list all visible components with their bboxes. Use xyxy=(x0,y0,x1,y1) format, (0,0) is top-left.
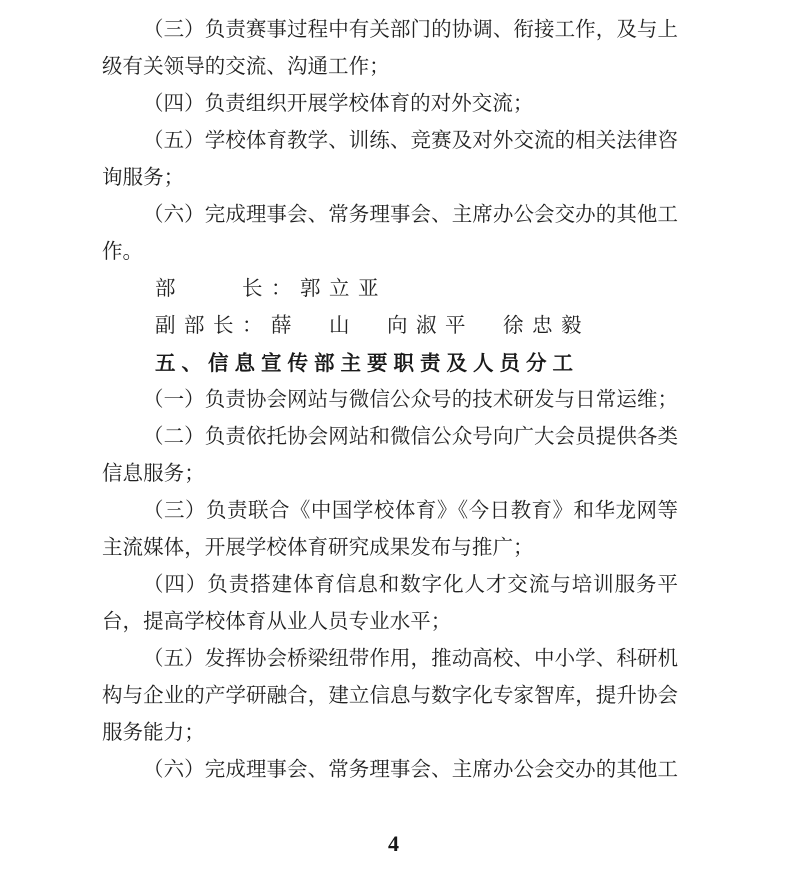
body-line: （五）发挥协会桥梁纽带作用，推动高校、中小学、科研机 xyxy=(143,648,678,670)
body-line: （六）完成理事会、常务理事会、主席办公会交办的其他工 xyxy=(143,759,678,781)
text-column xyxy=(102,12,678,789)
body-line: （一）负责协会网站与微信公众号的技术研发与日常运维； xyxy=(143,389,678,411)
body-line: 台，提高学校体育从业人员专业水平； xyxy=(102,611,452,633)
director-line: 部 长：郭立亚 xyxy=(155,278,387,300)
body-line: 服务能力； xyxy=(102,722,205,744)
body-line: （四）负责搭建体育信息和数字化人才交流与培训服务平 xyxy=(143,574,678,596)
section-heading: 五、信息宣传部主要职责及人员分工 xyxy=(155,352,579,375)
body-line: （二）负责依托协会网站和微信公众号向广大会员提供各类 xyxy=(143,426,678,448)
body-line: （三）负责赛事过程中有关部门的协调、衔接工作，及与上 xyxy=(143,19,678,41)
body-line: （六）完成理事会、常务理事会、主席办公会交办的其他工 xyxy=(143,204,678,226)
page-number: 4 xyxy=(388,831,399,856)
body-line: 询服务； xyxy=(102,167,185,189)
body-line: 构与企业的产学研融合，建立信息与数字化专家智库，提升协会 xyxy=(102,685,678,707)
body-line: 主流媒体，开展学校体育研究成果发布与推广； xyxy=(102,537,534,559)
deputy-directors-line: 副部长：薛 山 向淑平 徐忠毅 xyxy=(155,315,590,337)
body-line: 作。 xyxy=(102,241,144,263)
body-line: 信息服务； xyxy=(102,463,205,485)
body-line: 级有关领导的交流、沟通工作； xyxy=(102,56,390,78)
body-line: （四）负责组织开展学校体育的对外交流； xyxy=(143,93,534,115)
body-line: （五）学校体育教学、训练、竞赛及对外交流的相关法律咨 xyxy=(143,130,678,152)
body-line: （三）负责联合《中国学校体育》《今日教育》和华龙网等 xyxy=(143,500,678,522)
